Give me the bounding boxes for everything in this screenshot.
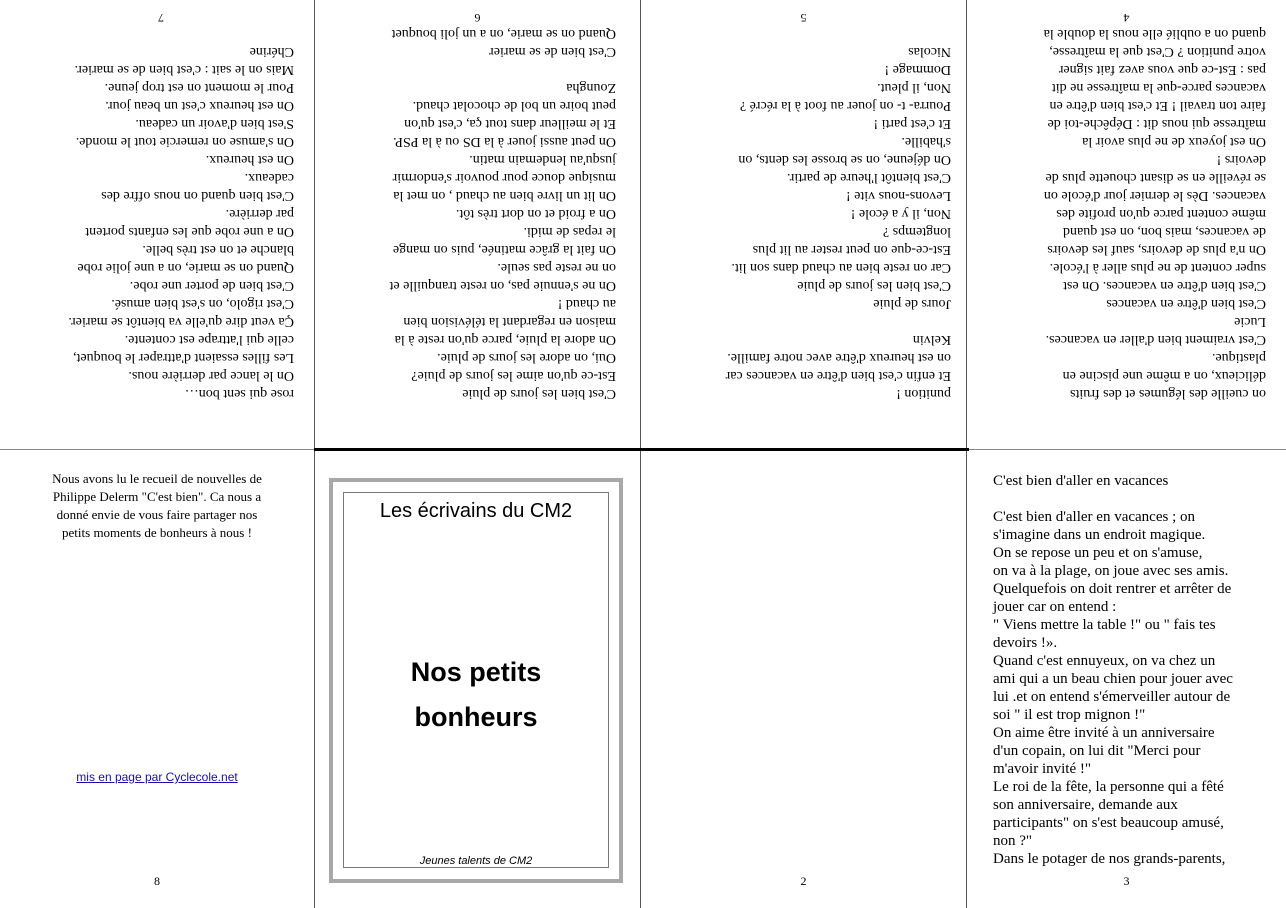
- cover-subtitle: Les écrivains du CM2: [379, 500, 573, 522]
- credit: [0, 770, 314, 784]
- cover-title: Nos petits bonheurs: [410, 657, 542, 732]
- page-number: 2: [800, 874, 807, 888]
- page-number: 4: [1123, 11, 1130, 25]
- page-number: 5: [800, 11, 807, 25]
- page-number: 3: [1123, 874, 1130, 888]
- page-6: [315, 0, 640, 449]
- page-2: [641, 450, 966, 908]
- page-5: [641, 0, 966, 449]
- page-7: [0, 0, 314, 449]
- page-4-text: on cueille des légumes et des fruits délicieux, on a même une piscine en plastique. C'est vraiment bien d'aller en vacances. Lucie C'est bien d'être en vacances C'est bien d'être en vacances. On est super content de ne plus aller à l'école. On n'a plus de devoirs, sauf les devoirs de vacances, mais bon, on est quand même content parce qu'on profite des vacances. Dès le dernier jour d'école on se réveille en se disant chouette plus de devoirs ! On est joyeux de ne plus avoir la maîtresse qui nous dit : Dépêche-toi de faire ton travail ! Et c'est bien d'être en vacances parce-que la maîtresse ne dit pas : Est-ce que vous avez fait signer votre punition ? C'est que la maîtresse, quand on a oublié elle nous la double la: [1043, 26, 1266, 401]
- page-5-text: punition ! Et enfin c'est bien d'être en vacances car on est heureux d'être avec notre famille. Kelvin Jours de pluie C'est bien les jours de pluie Car on reste bien au chaud dans son lit. Est-ce-que on peut rester au lit plus longtemps ? Non, il y a école ! Levons-nous vite ! C'est bientôt l'heure de partir. On déjeune, on se brosse les dents, on s'habille. Et c'est parti ! Pourra- t- on jouer au foot à la récré ? Non, il pleut. Dommage ! Nicolas: [725, 44, 951, 401]
- page-4: [967, 0, 1286, 449]
- page-3-text: C'est bien d'aller en vacances C'est bien d'aller en vacances ; on s'imagine dans un endroit magique. On se repose un peu et on s'amuse, on va à la plage, on joue avec ses amis. Quelquefois on doit rentrer et arrêter de jouer car on entend : " Viens mettre la table !" ou " fais tes devoirs !». Quand c'est ennuyeux, on va chez un ami qui a un beau chien pour jouer avec lui .et on entend s'émerveiller autour de soi " il est trop mignon !" On aime être invité à un anniversaire d'un copain, on lui dit "Merci pour m'avoir invité !" Le roi de la fête, la personne qui a fêté son anniversaire, demande aux participants" on s'est beaucoup amusé, non ?" Dans le potager de nos grands-parents,: [993, 473, 1233, 867]
- page-number: 6: [474, 11, 481, 25]
- page-7-text: rose qui sent bon… On le lance par derrière nous. Les filles essaient d'attraper le bouquet, celle qui l'attrape est contente. Ça veut dire qu'elle va bientôt se marier. C'est rigolo, on s'est bien amusé. C'est bien de porter une robe. Quand on se marie, on a une jolie robe blanche et on est très belle. On a une robe que les enfants portent par derrière. C'est bien quand on nous offre des cadeaux. On est heureux. On s'amuse on remercie tout le monde. S'est bien d'avoir un cadeau. On est heureux c'est un beau jour. Pour le moment on est trop jeune. Mais on le sait : c'est bien de se marier. Chérine: [68, 44, 294, 401]
- credit-link[interactable]: mis en page par Cyclecole.net: [76, 770, 238, 784]
- page-6-text: C'est bien les jours de pluie Est-ce qu'on aime les jours de pluie? Oui, on adore les jours de pluie. On adore la pluie, parce qu'on reste à la maison en regardant la télévision bien au chaud ! On ne s'ennuie pas, on reste tranquille et on ne reste pas seule. On fait la grâce matinée, puis on mange le repas de midi. On a froid et on dort très tôt. On lit un livre bien au chaud , on met la musique douce pour pouvoir s'endormir jusqu'au lendemain matin. On peut aussi jouer à la DS ou à la PSP. Et le meilleur dans tout ça, c'est qu'on peut boire un bol de chocolat chaud. Zoungha C'est bien de se marier Quand on se marie, on a un joli bouquet: [389, 26, 616, 401]
- page-number: 7: [158, 11, 164, 25]
- intro-text: Nous avons lu le recueil de nouvelles de Philippe Delerm "C'est bien". Ca nous a donné envie de vous faire partager nos petits moments de bonheurs à nous !: [52, 471, 262, 540]
- cover-footer: Jeunes talents de CM2: [419, 855, 533, 867]
- row-divider: [969, 449, 1286, 450]
- page-8: [0, 450, 314, 908]
- page-number: 8: [154, 874, 160, 888]
